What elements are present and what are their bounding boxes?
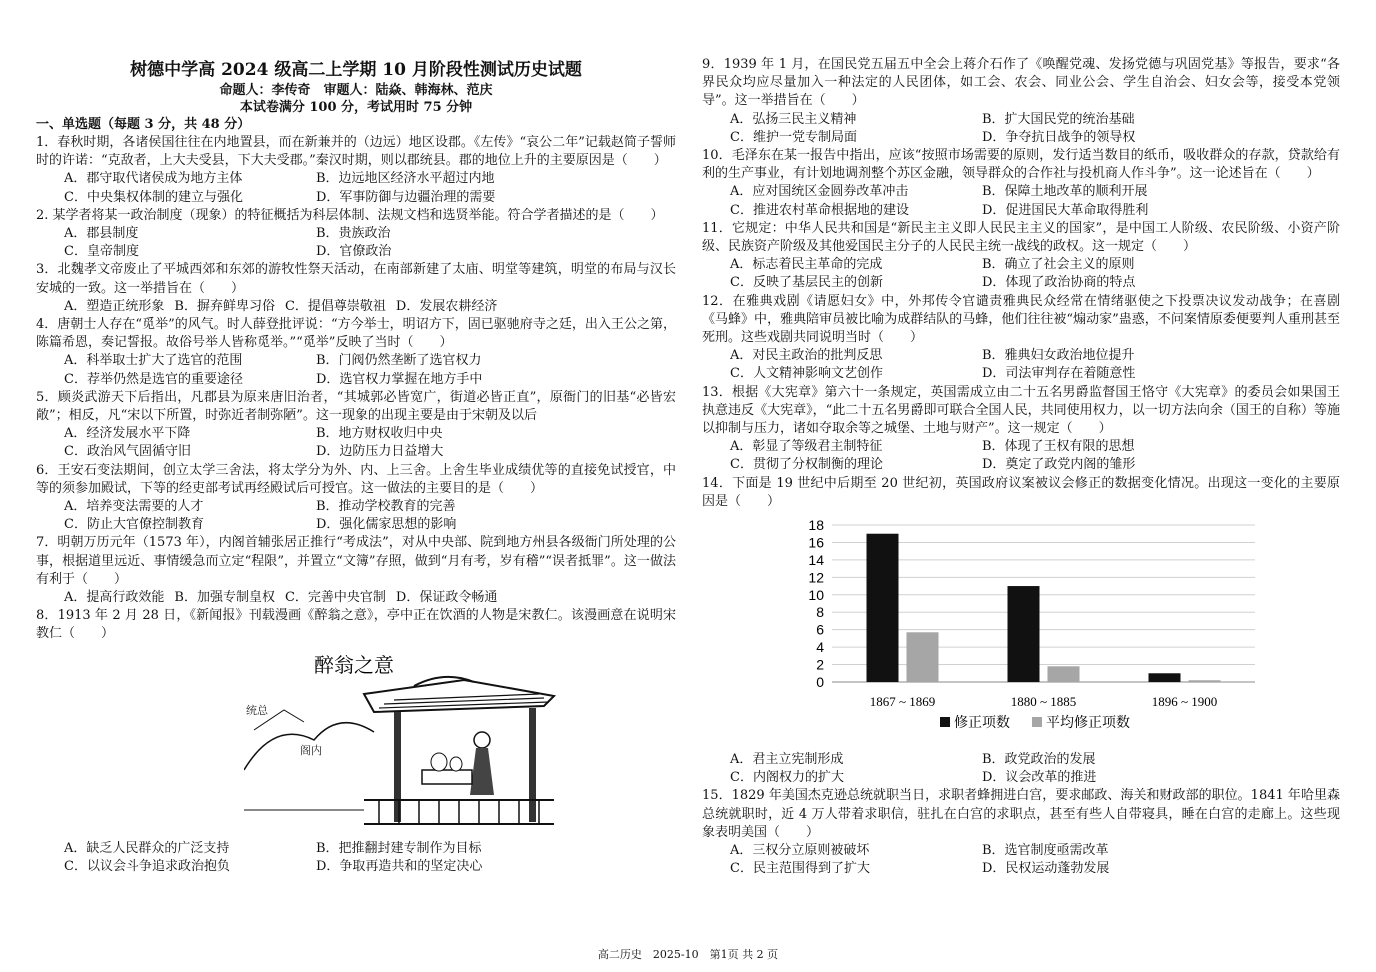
pavilion-pillar [394, 712, 401, 822]
y-tick-label: 16 [808, 534, 824, 551]
table [422, 770, 472, 784]
x-tick-label: 1867 ~ 1869 [869, 694, 936, 710]
amendment-bar-chart [800, 517, 1270, 747]
question-5 [36, 389, 676, 462]
option-a[interactable]: A．经济发展水平下降 [64, 426, 191, 442]
option-b[interactable]: B．选官制度亟需改革 [982, 843, 1109, 859]
option-d[interactable]: D．强化儒家思想的影响 [316, 517, 457, 533]
options [36, 298, 676, 316]
question-12 [702, 293, 1340, 384]
question-1 [36, 134, 676, 207]
option-d[interactable]: D．发展农耕经济 [395, 298, 498, 314]
cartoon-title: 醉翁之意 [314, 652, 394, 677]
options [36, 840, 676, 876]
option-b[interactable]: B．边远地区经济水平超过内地 [316, 171, 495, 187]
options [702, 347, 1340, 383]
question-stem: 13．根据《大宪章》第六十一条规定，英国需成立由二十五名男爵监督国王恪守《大宪章》的委员会如果国王执意违反《大宪章》，“此二十五名男爵即可联合全国人民，共同使用权力，以一切方法向余（国王的自称）等施以抑制与压力，诸如夺取余等之城堡、土地与财产”。这一规定（ ） [702, 384, 1340, 437]
x-tick-label: 1880 ~ 1885 [1010, 694, 1077, 710]
legend-swatch [1032, 717, 1042, 727]
option-a[interactable]: A．彰显了等级君主制特征 [730, 439, 883, 455]
question-stem: 12．在雅典戏剧《请愿妇女》中，外邦传令官谴责雅典民众经常在情绪驱使之下投票决议发动战争；在喜剧《马蜂》中，雅典陪审员被比喻为成群结队的马蜂，他们往往被“煽动家”蛊惑，不问案情原委便要判人重刑甚至死刑。这些戏剧共同说明当时（ ） [702, 293, 1340, 346]
option-d[interactable]: D．保证政令畅通 [395, 590, 498, 606]
option-a[interactable]: A．君主立宪制形成 [730, 752, 844, 768]
bar-amendments [1149, 673, 1181, 682]
question-9 [702, 56, 1340, 147]
option-d[interactable]: D．民权运动蓬勃发展 [982, 861, 1110, 877]
option-d[interactable]: D．争取再造共和的坚定决心 [316, 858, 483, 874]
figure-head [474, 732, 490, 748]
left-column [36, 56, 676, 876]
question-stem: 3．北魏孝文帝废止了平城西郊和东郊的游牧性祭天活动，在南部新建了太庙、明堂等建筑，明堂的布局与汉长安城的一致。这一举措旨在（ ） [36, 262, 676, 296]
y-tick-label: 4 [816, 639, 824, 656]
wine-jar [450, 757, 462, 771]
option-a[interactable]: A．标志着民主革命的完成 [730, 257, 883, 273]
legend-label: 修正项数 [954, 715, 1010, 732]
question-13 [702, 384, 1340, 475]
question-7 [36, 534, 676, 607]
y-tick-label: 0 [816, 674, 824, 691]
option-b[interactable]: B．确立了社会主义的原则 [982, 257, 1135, 273]
options [702, 751, 1340, 787]
option-a[interactable]: A．郡守取代诸侯成为地方主体 [64, 171, 243, 187]
question-stem: 2. 某学者将某一政治制度（现象）的特征概括为科层体制、法规文档和选贤举能。符合学者描述的是（ ） [36, 207, 664, 223]
option-b[interactable]: B．摒弃鲜卑习俗 [174, 298, 275, 314]
bar-amendments [867, 534, 899, 682]
option-c[interactable]: C．政治风气固循守旧 [64, 444, 191, 460]
y-tick-label: 14 [808, 551, 824, 568]
options [702, 438, 1340, 474]
option-c[interactable]: C．防止大官僚控制教育 [64, 517, 204, 533]
option-b[interactable]: B．把推翻封建专制作为目标 [316, 840, 482, 856]
option-b[interactable]: B．地方财权收归中央 [316, 426, 443, 442]
question-4 [36, 316, 676, 389]
option-c[interactable]: C．以议会斗争追求政治抱负 [64, 858, 230, 874]
question-8 [36, 607, 676, 876]
option-c[interactable]: C．维护一党专制局面 [730, 129, 857, 145]
right-column [702, 56, 1340, 879]
option-d[interactable]: D．司法审判存在着随意性 [982, 366, 1136, 382]
options [36, 170, 676, 206]
option-b[interactable]: B．保障土地改革的顺利开展 [982, 184, 1148, 200]
exam-title: 树德中学高 2024 级高二上学期 10 月阶段性测试历史试题 [130, 60, 582, 80]
option-c[interactable]: C．中央集权体制的建立与强化 [64, 189, 243, 205]
exam-setters: 命题人：李传奇 审题人：陆焱、韩海林、范庆 [219, 83, 493, 98]
option-c[interactable]: C．内阁权力的扩大 [730, 770, 844, 786]
option-c[interactable]: C．民主范围得到了扩大 [730, 861, 870, 877]
options [702, 183, 1340, 219]
y-tick-label: 18 [808, 517, 824, 534]
question-stem: 9．1939 年 1 月，在国民党五届五中全会上蒋介石作了《唤醒党魂、发扬党德与巩固党基》等报告，要求“各界民众均应尽量加入一种法定的人民团体，如工会、农会、同业公会、学生自治会、妇女会等，接受本党领导”。这一举措旨在（ ） [702, 57, 1340, 109]
page-footer: 高二历史 2025-10 第1页 共 2 页 [597, 948, 779, 961]
question-stem: 15．1829 年美国杰克逊总统就职当日，求职者蜂拥进白宫，要求邮政、海关和财政部的职位。1841 年哈里森总统就职时，近 4 万人带着求职信，驻扎在白宫的求职点，甚至有些人自带寝具，睡在白宫的走廊上。这些现象表明美国（ ） [702, 788, 1340, 840]
options [36, 589, 676, 607]
bar-avg-amendments [1189, 680, 1221, 682]
option-c[interactable]: C．完善中央官制 [284, 590, 386, 606]
option-d[interactable]: D．军事防御与边疆治理的需要 [316, 189, 496, 205]
legend-label: 平均修正项数 [1046, 715, 1130, 732]
option-c[interactable]: C．皇帝制度 [64, 244, 139, 260]
bar-avg-amendments [907, 632, 939, 682]
options [702, 256, 1340, 292]
figure-body [470, 748, 494, 795]
option-d[interactable]: D．议会改革的推进 [982, 770, 1097, 786]
cartoon-drunken-old-man [244, 650, 574, 836]
question-stem: 11．它规定：中华人民共和国是“新民主主义即人民民主主义的国家”，是中国工人阶级、农民阶级、小资产阶级、民族资产阶级及其他爱国民主分子的人民民主统一战线的政权。这一规定（ ） [702, 220, 1340, 255]
question-stem: 4．唐朝士人存在“觅举”的风气。时人薛登批评说：“方今举士，明诏方下，固已驱驰府寺之廷，出入王公之第，陈篇希恩，奏记誓报。故俗号举人皆称觅举。”“觅举”反映了当时（ ） [36, 317, 676, 351]
options [36, 225, 676, 261]
option-a[interactable]: A．科举取士扩大了选官的范围 [64, 353, 243, 369]
option-c[interactable]: C．反映了基层民主的创新 [730, 275, 883, 291]
x-tick-label: 1896 ~ 1900 [1151, 694, 1218, 710]
question-stem: 10．毛泽东在某一报告中指出，应该“按照市场需要的原则，发行适当数目的纸币，吸收群众的存款，贷款给有利的生产事业，有计划地调剂整个苏区金融，领导群众的合作社与投机商人作斗争”。这一论述旨在（ ） [702, 148, 1340, 182]
bar-avg-amendments [1048, 666, 1080, 682]
option-c[interactable]: C．推进农村革命根据地的建设 [730, 202, 909, 218]
option-d[interactable]: D．选官权力掌握在地方手中 [316, 371, 483, 387]
option-a[interactable]: A．郡县制度 [64, 226, 139, 242]
question-2 [36, 207, 676, 262]
option-a[interactable]: A．提高行政效能 [64, 590, 165, 606]
options [36, 498, 676, 534]
option-d[interactable]: D．争夺抗日战争的领导权 [982, 129, 1136, 145]
question-stem: 7．明朝万历元年（1573 年），内阁首辅张居正推行“考成法”，对从中央部、院到地方州县各级衙门所处理的公事，根据道里远近、事情缓急而立定“程限”，并置立“文簿”存照，做到“月有考，岁有稽”“误者抵罪”。这一做法有利于（ ） [36, 535, 676, 587]
question-stem: 8．1913 年 2 月 28 日，《新闻报》刊载漫画《醉翁之意》，亭中正在饮酒的人物是宋教仁。该漫画意在说明宋教仁（ ） [36, 608, 676, 642]
y-tick-label: 2 [816, 656, 824, 673]
option-d[interactable]: D．体现了政治协商的特点 [982, 275, 1136, 291]
y-tick-label: 12 [808, 569, 824, 586]
exam-info: 本试卷满分 100 分，考试用时 75 分钟 [239, 100, 473, 115]
question-3 [36, 261, 676, 316]
option-c[interactable]: C．提倡尊崇敬祖 [284, 298, 386, 314]
question-6 [36, 462, 676, 535]
question-stem: 14．下面是 19 世纪中后期至 20 世纪初，英国政府议案被议会修正的数据变化情况。出现这一变化的主要原因是（ ） [702, 475, 1340, 509]
option-a[interactable]: A．对民主政治的批判反思 [730, 348, 883, 364]
legend-swatch [940, 717, 950, 727]
question-stem: 6．王安石变法期间，创立太学三舍法，将太学分为外、内、上三舍。上舍生毕业成绩优等的直接免试授官，中等的须参加殿试，下等的经吏部考试再经殿试后可授官。这一做法的主要目的是（ ） [36, 462, 676, 496]
option-d[interactable]: D．官僚政治 [316, 244, 392, 260]
options [36, 425, 676, 461]
option-b[interactable]: B．推动学校教育的完善 [316, 499, 456, 515]
option-a[interactable]: A．培养变法需要的人才 [64, 499, 204, 515]
options [702, 111, 1340, 147]
label-center: 阁内 [300, 743, 322, 757]
pavilion-pillar [529, 708, 536, 822]
option-a[interactable]: A．塑造正统形象 [64, 298, 165, 314]
option-b[interactable]: B．门阀仍然垄断了选官权力 [316, 353, 482, 369]
question-14 [702, 475, 1340, 788]
option-a[interactable]: A．缺乏人民群众的广泛支持 [64, 840, 230, 856]
option-b[interactable]: B．体现了王权有限的思想 [982, 439, 1135, 455]
options [702, 842, 1340, 878]
y-tick-label: 10 [808, 586, 824, 603]
section-heading: 一、单选题（每题 3 分，共 48 分） [36, 117, 251, 132]
question-10 [702, 147, 1340, 220]
question-15 [702, 787, 1340, 878]
option-c[interactable]: C．贯彻了分权制衡的理论 [730, 457, 883, 473]
option-b[interactable]: B．贵族政治 [316, 226, 391, 242]
option-b[interactable]: B．雅典妇女政治地位提升 [982, 348, 1135, 364]
option-d[interactable]: D．促进国民大革命取得胜利 [982, 202, 1149, 218]
y-tick-label: 8 [816, 604, 824, 621]
option-b[interactable]: B．加强专制皇权 [174, 590, 275, 606]
option-d[interactable]: D．边防压力日益增大 [316, 444, 444, 460]
wine-jar [431, 753, 447, 771]
option-a[interactable]: A．应对国统区金圆券改革冲击 [730, 184, 909, 200]
option-b[interactable]: B．政党政治的发展 [982, 752, 1096, 768]
label-left: 统总 [246, 703, 268, 717]
option-c[interactable]: C．人文精神影响文艺创作 [730, 366, 883, 382]
option-c[interactable]: C．荐举仍然是选官的重要途径 [64, 371, 243, 387]
y-tick-label: 6 [816, 621, 824, 638]
railing-posts [379, 800, 539, 824]
option-b[interactable]: B．扩大国民党的统治基础 [982, 111, 1135, 127]
option-a[interactable]: A．三权分立原则被破坏 [730, 843, 870, 859]
bar-amendments [1008, 586, 1040, 682]
options [36, 352, 676, 388]
question-stem: 5．顾炎武游天下后指出，凡郡县为原来唐旧治者，“其城郭必皆宽广，街道必皆正直”，原衙门的旧基“必皆宏敞”；相反，凡“宋以下所置，时弥近者制弥陋”。这一现象的出现主要是由于宋朝及以后 [36, 389, 676, 424]
question-stem: 1．春秋时期，各诸侯国往往在内地置县，而在新兼并的（边远）地区设郡。《左传》“哀公二年”记载赵简子誓师时的许诺：“克敌者，上大夫受县，下大夫受郡。”秦汉时期，则以郡统县。郡的地位上升的主要原因是（ ） [36, 135, 676, 169]
option-a[interactable]: A．弘扬三民主义精神 [730, 111, 857, 127]
option-d[interactable]: D．奠定了政党内阁的雏形 [982, 457, 1136, 473]
question-11 [702, 220, 1340, 293]
